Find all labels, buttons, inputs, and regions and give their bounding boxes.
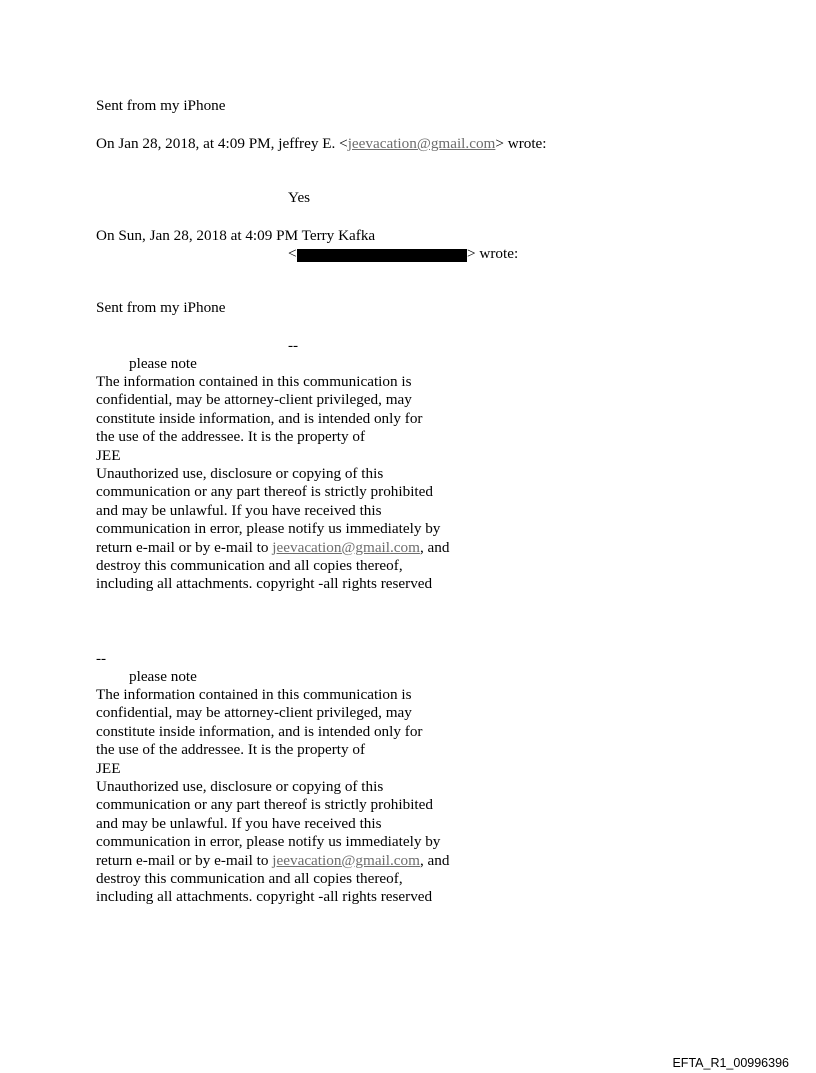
disclaimer-1-line: constitute inside information, and is intended only for — [96, 409, 423, 427]
disclaimer-2-line: Unauthorized use, disclosure or copying of this — [96, 778, 384, 795]
email-link[interactable]: jeevacation@gmail.com — [347, 135, 496, 152]
disclaimer-2-line: JEE — [96, 759, 121, 777]
sent-from-iphone-1: Sent from my iPhone — [96, 97, 226, 114]
disclaimer-1-line: destroy this communication and all copies thereof, — [96, 557, 403, 574]
please-note-1: please note — [129, 355, 197, 372]
disclaimer-2-line: and may be unlawful. If you have received this — [96, 814, 382, 832]
quote-header-1-prefix: On Jan 28, 2018, at 4:09 PM, jeffrey E. < — [96, 135, 348, 152]
sent-from-iphone-2: Sent from my iPhone — [96, 299, 226, 316]
disclaimer-1-line: the use of the addressee. It is the property of — [96, 428, 366, 446]
return-prefix: return e-mail or by e-mail to — [96, 538, 273, 556]
disclaimer-2-line: The information contained in this communication is — [96, 686, 412, 703]
please-note-2: please note — [129, 668, 197, 685]
disclaimer-2-line: communication in error, please notify us immediately by — [96, 833, 441, 851]
return-suffix: , and — [419, 851, 450, 869]
signature-separator-1: -- — [288, 337, 299, 354]
reply-yes: Yes — [288, 189, 311, 206]
return-suffix: , and — [419, 538, 450, 556]
disclaimer-1-line: JEE — [96, 446, 121, 464]
quote-header-1-suffix: > wrote: — [495, 135, 547, 152]
disclaimer-1-return-line — [96, 539, 449, 557]
quote-header-2-open: < — [288, 245, 297, 262]
disclaimer-1-line: including all attachments. copyright -all rights reserved — [96, 575, 433, 593]
signature-separator-2: -- — [96, 650, 107, 667]
email-link[interactable]: jeevacation@gmail.com — [272, 851, 420, 869]
quote-header-1 — [96, 135, 547, 153]
disclaimer-2-return-line — [96, 852, 449, 870]
disclaimer-2-line: the use of the addressee. It is the property of — [96, 741, 366, 759]
quote-header-2-wrote: > wrote: — [467, 245, 519, 262]
disclaimer-2-line: including all attachments. copyright -all rights reserved — [96, 888, 433, 906]
disclaimer-1-line: confidential, may be attorney-client privileged, may — [96, 391, 412, 409]
return-prefix: return e-mail or by e-mail to — [96, 851, 273, 869]
disclaimer-1-line: communication or any part thereof is strictly prohibited — [96, 483, 433, 501]
disclaimer-1-line: and may be unlawful. If you have received this — [96, 501, 382, 519]
disclaimer-1-line: The information contained in this communication is — [96, 373, 412, 390]
disclaimer-2-line: constitute inside information, and is intended only for — [96, 722, 423, 740]
redaction-bar — [297, 249, 467, 262]
disclaimer-1-line: Unauthorized use, disclosure or copying of this — [96, 465, 384, 482]
disclaimer-2-line: destroy this communication and all copies thereof, — [96, 870, 403, 887]
disclaimer-2-line: confidential, may be attorney-client privileged, may — [96, 704, 412, 722]
email-link[interactable]: jeevacation@gmail.com — [272, 538, 420, 556]
document-id-footer: EFTA_R1_00996396 — [672, 1056, 789, 1070]
disclaimer-2-line: communication or any part thereof is strictly prohibited — [96, 796, 433, 814]
quote-header-2-line1: On Sun, Jan 28, 2018 at 4:09 PM Terry Kafka — [96, 227, 376, 244]
disclaimer-1-line: communication in error, please notify us immediately by — [96, 520, 441, 538]
